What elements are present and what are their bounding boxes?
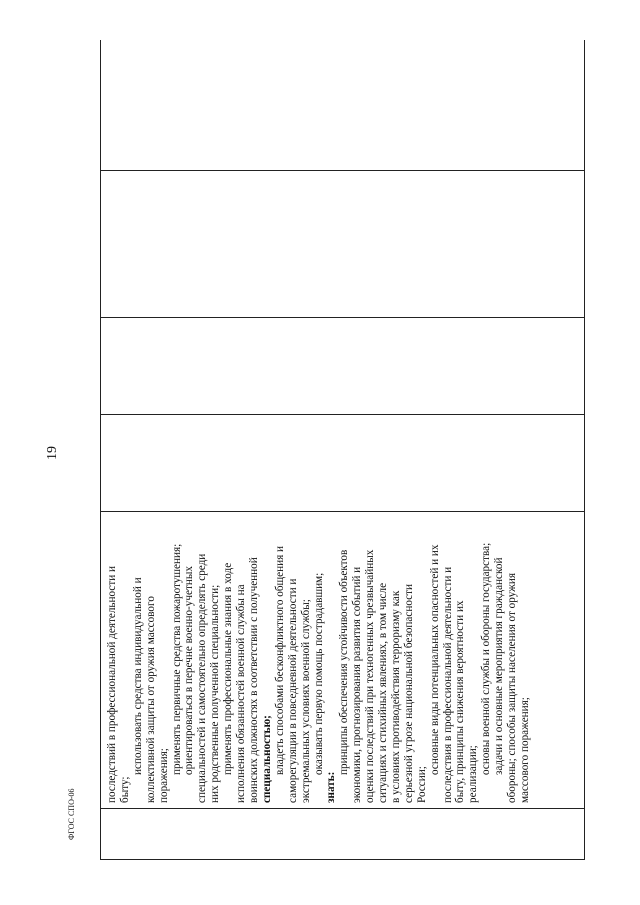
table-cell-index bbox=[101, 809, 585, 860]
competency-table bbox=[100, 40, 585, 860]
content-line: знать: bbox=[325, 771, 338, 803]
content-line: оценки последствий при техногенных чрезвычайных bbox=[364, 549, 377, 803]
content-line: применять профессиональные знания в ходе bbox=[222, 562, 235, 775]
content-line: реализации; bbox=[467, 745, 480, 803]
content-line: владеть способами бесконфликтного общения и bbox=[273, 545, 286, 775]
content-line: ситуациях и стихийных явлениях, в том числе bbox=[377, 582, 390, 803]
content-line: основные виды потенциальных опасностей и их bbox=[428, 544, 441, 775]
content-line: в условиях противодействия терроризму как bbox=[389, 590, 402, 803]
table-cell-empty bbox=[101, 415, 585, 512]
content-line: последствия в профессиональной деятельности и bbox=[441, 566, 454, 803]
content-line: обороны; способы защиты населения от оружия bbox=[506, 572, 519, 803]
content-line: ориентироваться в перечне военно-учетных bbox=[183, 566, 196, 775]
footer-label: ФГОС СПО-06 bbox=[67, 788, 76, 840]
content-line: России; bbox=[415, 766, 428, 803]
content-line: саморегуляции в повседневной деятельности и bbox=[286, 578, 299, 803]
content-line: быту; bbox=[118, 776, 131, 803]
table-cell-content bbox=[101, 512, 585, 809]
content-line: экономики, прогнозирования развития событий и bbox=[351, 566, 364, 803]
content-text bbox=[101, 512, 532, 808]
content-line: быту, принципы снижения вероятности их bbox=[454, 600, 467, 803]
content-line: поражения; bbox=[157, 748, 170, 803]
content-line: специальностей и самостоятельно определять среди bbox=[196, 553, 209, 803]
content-line: задачи и основные мероприятия гражданской bbox=[493, 557, 506, 775]
table-cell-empty bbox=[101, 171, 585, 318]
table-row bbox=[101, 40, 585, 860]
content-line: использовать средства индивидуальной и bbox=[131, 577, 144, 775]
table-cell-empty bbox=[101, 318, 585, 415]
content-line: воинских должностях в соответствии с полученной bbox=[247, 557, 260, 803]
content-line: серьезной угрозе национальной безопасности bbox=[402, 583, 415, 803]
rotated-page bbox=[100, 40, 585, 860]
content-line: оказывать первую помощь пострадавшим; bbox=[312, 572, 325, 775]
content-line: специальностью; bbox=[260, 715, 273, 803]
content-line: массового поражения; bbox=[519, 697, 531, 803]
content-line: применять первичные средства пожаротушения; bbox=[170, 543, 183, 775]
content-line: исполнения обязанностей военной службы на bbox=[235, 584, 248, 803]
rotated-page-inner bbox=[100, 40, 585, 860]
content-line: принципы обеспечения устойчивости объектов bbox=[338, 549, 351, 775]
page-number: 19 bbox=[45, 446, 60, 460]
table-cell-empty bbox=[101, 40, 585, 171]
content-line: экстремальных условиях военной службы; bbox=[299, 599, 312, 803]
content-line: основы военной службы и обороны государства; bbox=[480, 542, 493, 775]
content-line: последствий в профессиональной деятельности и bbox=[106, 565, 118, 803]
content-line: них родственные полученной специальности; bbox=[209, 584, 222, 803]
content-line: коллективной защиты от оружия массового bbox=[144, 596, 157, 803]
